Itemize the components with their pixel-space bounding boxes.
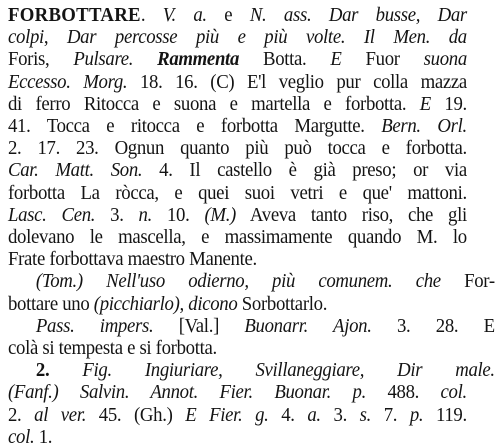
entry-line-18: (Fanf.) Salvin. Annot. Fier. Buonar. p. 488. col. bbox=[8, 381, 467, 404]
entry-line-5: di ferro Ritocca e suona e martella e forbotta. E 19. bbox=[8, 92, 467, 115]
entry-line-2: colpi, Dar percosse più e più volte. Il Men. da bbox=[8, 26, 467, 49]
entry-line-16: colà si tempesta e si forbotta. bbox=[8, 337, 217, 360]
entry-line-13: (Tom.) Nell'uso odierno, più comunem. che For- bbox=[35, 270, 495, 293]
entry-line-15: Pass. impers. [Val.] Buonarr. Ajon. 3. 28. E bbox=[35, 314, 495, 337]
entry-line-17: 2. Fig. Ingiuriare, Svillaneggiare, Dir male. bbox=[35, 359, 495, 382]
entry-line-10: Lasc. Cen. 3. n. 10. (M.) Aveva tanto riso, che gli bbox=[8, 203, 467, 226]
entry-line-7: 2. 17. 23. Ognun quanto più può tocca e forbotta. bbox=[8, 137, 467, 160]
entry-line-12: Frate forbottava maestro Manente. bbox=[8, 248, 257, 271]
entry-line-14: bottare uno (picchiarlo), dicono Sorbottarlo. bbox=[8, 292, 328, 315]
entry-line-19: 2. al ver. 45. (Gh.) E Fier. g. 4. a. 3. s. 7. p. 119. bbox=[8, 403, 467, 426]
entry-line-4: Eccesso. Morg. 18. 16. (C) E'l veglio pur colla mazza bbox=[8, 70, 467, 93]
entry-line-1: FORBOTTARE. V. a. e N. ass. Dar busse, Dar bbox=[8, 4, 467, 26]
entry-line-6: 41. Tocca e ritocca e forbotta Margutte. Bern. Orl. bbox=[8, 115, 467, 138]
entry-line-20: col. 1. bbox=[8, 425, 53, 448]
entry-line-8: Car. Matt. Son. 4. Il castello è già preso; or via bbox=[8, 159, 467, 182]
entry-line-9: forbotta La ròcca, e quei suoi vetri e que' mattoni. bbox=[8, 181, 467, 204]
entry-line-11: dolevano le mascella, e massimamente quando M. lo bbox=[8, 226, 467, 249]
entry-line-3: Foris, Pulsare. Rammenta Botta. E Fuor suona bbox=[8, 48, 467, 71]
entry-headword: FORBOTTARE bbox=[8, 4, 141, 26]
